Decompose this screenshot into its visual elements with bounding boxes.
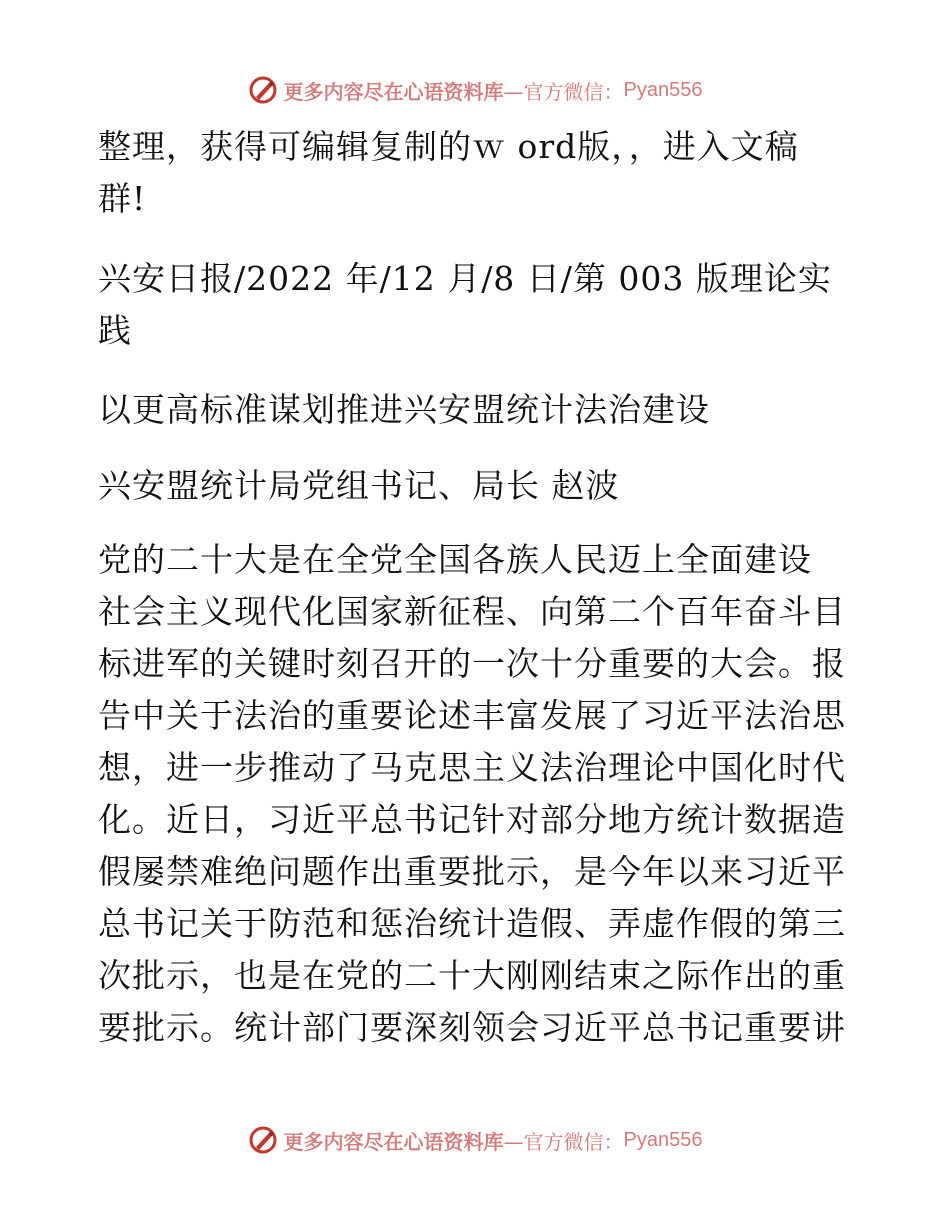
banner-separator: —官方微信： <box>503 1129 624 1154</box>
body-line: 假屡禁难绝问题作出重要批示，是今年以来习近平 <box>98 852 846 891</box>
source-line <box>98 253 850 357</box>
source-line-part: 兴安日报/2022 年/12 月/8 日/第 003 版理论实 <box>98 259 832 298</box>
intro-line: 整理，获得可编辑复制的ｗ ord版，，进入文稿 <box>98 127 799 166</box>
banner-title: 更多内容尽在心语资料库 <box>283 1129 504 1154</box>
body-line: 告中关于法治的重要论述丰富发展了习近平法治思 <box>98 696 846 735</box>
body-line: 要批示。统计部门要深刻领会习近平总书记重要讲 <box>98 1008 846 1047</box>
body-line: 党的二十大是在全党全国各族人民迈上全面建设 <box>98 540 812 579</box>
body-line: 总书记关于防范和惩治统计造假、弄虚作假的第三 <box>98 904 846 943</box>
pen-logo-icon <box>248 75 278 105</box>
intro-line: 群! <box>98 179 147 218</box>
article-author <box>98 460 850 512</box>
footer-banner <box>0 1120 950 1160</box>
pen-logo-icon <box>248 1125 278 1155</box>
source-line-part: 践 <box>98 311 132 350</box>
body-line: 想，进一步推动了马克思主义法治理论中国化时代 <box>98 748 846 787</box>
intro-paragraph <box>98 121 850 225</box>
body-line: 标进军的关键时刻召开的一次十分重要的大会。报 <box>98 644 846 683</box>
banner-separator: —官方微信： <box>503 79 624 104</box>
banner-title: 更多内容尽在心语资料库 <box>283 79 504 104</box>
article-body <box>98 534 850 1054</box>
banner-wechat-handle: Pyan556 <box>623 1128 703 1151</box>
banner-wechat-handle: Pyan556 <box>623 78 703 101</box>
body-line: 次批示，也是在党的二十大刚刚结束之际作出的重 <box>98 956 846 995</box>
body-line: 化。近日，习近平总书记针对部分地方统计数据造 <box>98 800 846 839</box>
article-title-text: 以更高标准谋划推进兴安盟统计法治建设 <box>98 390 710 429</box>
body-line: 社会主义现代化国家新征程、向第二个百年奋斗目 <box>98 592 846 631</box>
header-banner <box>0 70 950 110</box>
article-title <box>98 384 850 436</box>
article-author-text: 兴安盟统计局党组书记、局长 赵波 <box>98 466 620 505</box>
